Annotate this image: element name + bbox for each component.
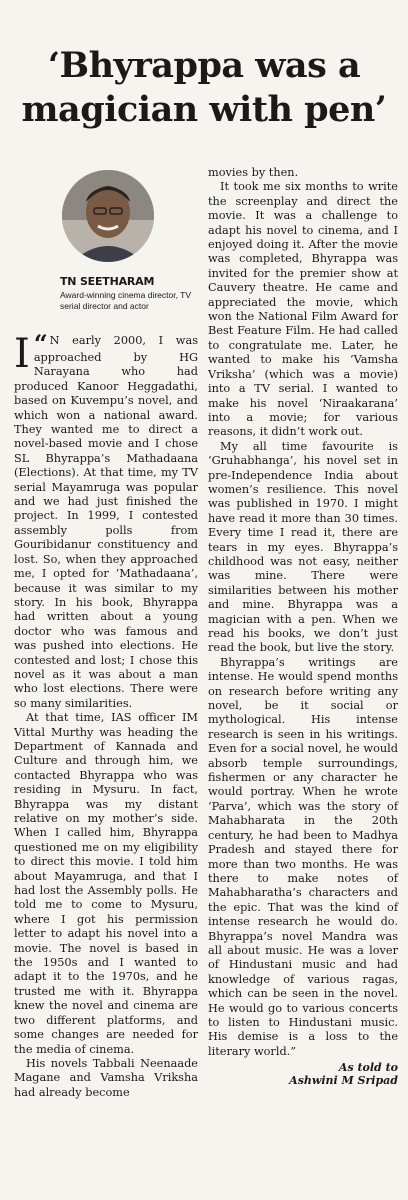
paragraph: It took me six months to write the screenplay and direct the movie. It was a challenge to adapt his novel to cinema, and I enjoyed doing it. After the movie was completed, Bhyrappa was invited for the premier show at Cauvery theatre. He came and appreciated the movie, which won the National Film Award for Best Feature Film. He had called to congratulate me. Later, he wanted to make his ‘Vamsha Vriksha’ (which was a movie) into a TV serial. I wanted to make his novel ‘Niraakarana’ into a movie; for various reasons, it didn’t work out. — [208, 180, 398, 439]
paragraph — [14, 329, 198, 711]
headline: ‘Bhyrappa was a magician with pen’ — [21, 45, 387, 130]
drop-cap: I — [14, 331, 30, 377]
right-column — [208, 166, 398, 1087]
paragraph: My all time favourite is ‘Gruhabhanga’, his novel set in pre-Independence India about women’s resilience. This novel was published in 1970. I might have read it more than 30 times. Every time I read it, there are tears in my eyes. Bhyrappa’s childhood was not easy, neither was mine. There were similarities between his mother and mine. Bhyrappa was a magician with a pen. When we read his books, we don’t just read the book, but live the story. — [208, 439, 398, 655]
paragraph: His novels Tabbali Neenaade Magane and Vamsha Vriksha had already become — [14, 1056, 198, 1099]
paragraph: At that time, IAS officer IM Vittal Murthy was heading the Department of Kannada and Culture and through him, we contacted Bhyrappa who was residing in Mysuru. In fact, Bhyrappa was my distant relative on my mother’s side. When I called him, Bhyrappa questioned me on my eligibility to direct this movie. I told him about Mayamruga, and that I had lost the Assembly polls. He told me to come to Mysuru, where I got his permission letter to adapt his novel into a movie. The novel is based in the 1950s and I wanted to adapt it to the 1970s, and he trusted me with it. Bhyrappa knew the novel and cinema are two different platforms, and some changes are needed for the media of cinema. — [14, 711, 198, 1056]
paragraph: movies by then. — [208, 166, 299, 179]
paragraph: Bhyrappa’s writings are intense. He would spend months on research before writing any novel, be it social or mythological. His intense research is seen in his writings. Even for a social novel, he would absorb temple surroundings, fishermen or any character he would portray. When he wrote ‘Parva’, which was the story of Mahabharata in the 20th century, he had been to Madhya Pradesh and stayed there for more than two months. He was there to make notes of Mahabharatha’s characters and the epic. That was the kind of intense research he would do. Bhyrappa’s novel Mandra was all about music. He was a lover of Hindustani music and had knowledge of various ragas, which can be seen in the novel. He would go to various concerts to listen to Hindustani music. His demise is a loss to the literary world.” — [208, 655, 398, 1058]
credit — [208, 1061, 398, 1087]
right-column-text — [208, 166, 398, 1059]
left-column — [14, 329, 198, 1100]
author-photo — [62, 170, 154, 262]
portrait-image-icon — [62, 170, 154, 262]
credit-line-1: As told to — [338, 1061, 398, 1075]
author-name: TN SEETHARAM — [60, 275, 155, 288]
paragraph-text: N early 2000, I was approached by HG Narayana who had produced Kanoor Heggadathi, based on Kuvempu’s novel, and which won a national award. They wanted me to direct a novel-based movie and I chose SL Bhyrappa’s Mathadaana (Elections). At that time, my TV serial Mayamruga was popular and we had just finished the project. In 1999, I contested assembly polls from Gouribidanur constituency and lost. So, when they approached me, I opted for ‘Mathadaana’, because it was similar to my story. In his book, Bhyrappa had written about a young doctor who was famous and was pushed into elections. He contested and lost; I chose this novel as it was about a man who lost elections. There were so many similarities. — [14, 334, 198, 710]
open-quote: “ — [33, 329, 48, 358]
author-description: Award-winning cinema director, TV serial director and actor — [60, 290, 192, 311]
byline — [60, 275, 200, 311]
left-column-text — [14, 329, 198, 1100]
credit-line-2: Ashwini M Sripad — [289, 1074, 398, 1088]
